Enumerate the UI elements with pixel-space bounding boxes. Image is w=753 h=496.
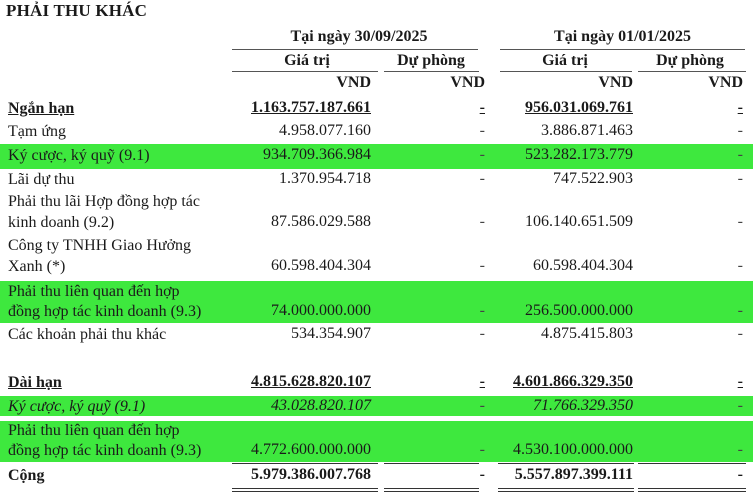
row-label-continued: kinh doanh (9.2) [8, 214, 115, 231]
provision-cell: - [737, 99, 743, 116]
provision-cell: - [479, 257, 485, 274]
double-underline [498, 488, 634, 489]
provision-cell: - [479, 170, 485, 187]
value-cell: 3.886.871.463 [541, 122, 633, 139]
value-cell: 4.875.415.803 [541, 325, 633, 342]
double-underline [232, 491, 378, 492]
value-cell: 4.815.628.820.107 [251, 373, 371, 390]
divider [500, 71, 632, 72]
value-cell: 87.586.029.588 [271, 213, 371, 230]
divider [498, 463, 634, 464]
section-row-long-term [0, 372, 753, 394]
provision-cell: - [479, 441, 485, 458]
divider [384, 463, 479, 464]
provision-cell: - [479, 397, 485, 414]
unit-label-4: VND [708, 74, 743, 91]
value-cell: 60.598.404.304 [533, 257, 633, 274]
value-cell: 4.530.100.000.000 [513, 441, 633, 458]
total-label: Cộng [8, 467, 45, 484]
row-label: Ký cược, ký quỹ (9.1) [8, 147, 150, 164]
value-cell: 4.958.077.160 [279, 122, 371, 139]
value-cell: 256.500.000.000 [525, 302, 633, 319]
divider [638, 463, 746, 464]
double-underline [384, 491, 479, 492]
value-cell: 60.598.404.304 [271, 257, 371, 274]
divider [232, 463, 378, 464]
provision-cell: - [737, 302, 743, 319]
value-cell: 4.772.600.000.000 [251, 441, 371, 458]
value-cell: 71.766.329.350 [533, 397, 633, 414]
value-cell: 523.282.173.779 [525, 146, 633, 163]
provision-cell: - [479, 466, 485, 483]
page-title: PHẢI THU KHÁC [6, 1, 148, 20]
divider [384, 71, 479, 72]
provision-cell: - [479, 122, 485, 139]
provision-cell: - [737, 325, 743, 342]
section-label: Dài hạn [8, 374, 62, 391]
value-cell: 1.163.757.187.661 [251, 99, 371, 116]
provision-cell: - [737, 257, 743, 274]
divider [232, 49, 478, 50]
value-cell: 5.979.386.007.768 [251, 466, 371, 483]
provision-cell: - [479, 213, 485, 230]
provision-cell: - [737, 441, 743, 458]
column-provision-1: Dự phòng [397, 52, 465, 69]
period-header-1: Tại ngày 30/09/2025 [290, 28, 428, 45]
double-underline [232, 488, 378, 489]
row-label: Tạm ứng [8, 123, 66, 140]
value-cell: 534.354.907 [291, 325, 371, 342]
value-cell: 747.522.903 [553, 170, 633, 187]
column-value-1: Giá trị [284, 52, 330, 69]
provision-cell: - [479, 302, 485, 319]
provision-cell: - [737, 170, 743, 187]
section-row-short-term [0, 98, 753, 120]
unit-label-1: VND [336, 74, 371, 91]
row-label: Lãi dự thu [8, 171, 75, 188]
row-label: Các khoản phải thu khác [8, 326, 167, 343]
row-label: Phải thu liên quan đến hợp [8, 422, 180, 439]
value-cell: 106.140.651.509 [525, 213, 633, 230]
provision-cell: - [737, 466, 743, 483]
section-label: Ngắn hạn [8, 100, 75, 117]
value-cell: 74.000.000.000 [271, 302, 371, 319]
row-label: Ký cược, ký quỹ (9.1) [8, 398, 146, 415]
value-cell: 1.370.954.718 [279, 170, 371, 187]
value-cell: 4.601.866.329.350 [513, 373, 633, 390]
total-row [0, 466, 753, 488]
provision-cell: - [737, 397, 743, 414]
period-header-2: Tại ngày 01/01/2025 [554, 28, 691, 45]
divider [232, 71, 378, 72]
provision-cell: - [737, 122, 743, 139]
provision-cell: - [479, 373, 485, 390]
provision-cell: - [479, 325, 485, 342]
value-cell: 43.028.820.107 [271, 397, 371, 414]
provision-cell: - [737, 373, 743, 390]
double-underline [498, 491, 634, 492]
provision-cell: - [479, 146, 485, 163]
provision-cell: - [737, 146, 743, 163]
value-cell: 5.557.897.399.111 [514, 466, 633, 483]
column-value-2: Giá trị [542, 52, 588, 69]
double-underline [638, 488, 746, 489]
value-cell: 934.709.366.984 [263, 146, 371, 163]
row-label-continued: Xanh (*) [8, 258, 66, 275]
divider [500, 49, 745, 50]
row-label-continued: đồng hợp tác kinh doanh (9.3) [8, 442, 202, 459]
value-cell: 956.031.069.761 [525, 99, 633, 116]
row-label: Phải thu liên quan đến hợp [8, 283, 180, 300]
row-label: Phải thu lãi Hợp đồng hợp tác [8, 193, 201, 210]
double-underline [384, 488, 479, 489]
provision-cell: - [479, 99, 485, 116]
unit-label-3: VND [598, 74, 633, 91]
row-label-continued: đồng hợp tác kinh doanh (9.3) [8, 303, 202, 320]
divider [638, 71, 746, 72]
provision-cell: - [737, 213, 743, 230]
unit-label-2: VND [450, 74, 485, 91]
double-underline [638, 491, 746, 492]
column-provision-2: Dự phòng [656, 52, 724, 69]
row-label: Công ty TNHH Giao Hưởng [8, 237, 192, 254]
